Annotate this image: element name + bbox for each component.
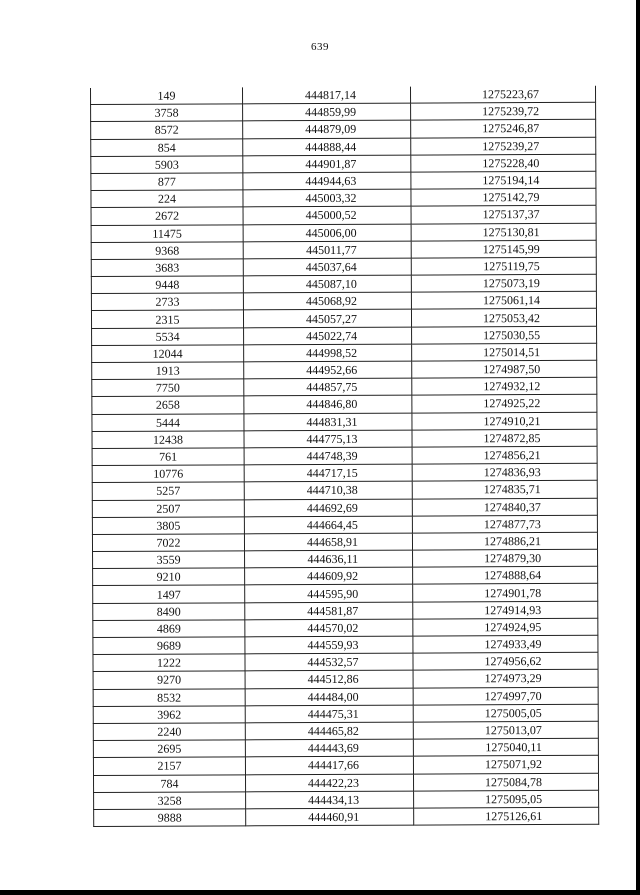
- y-coordinate-cell: 1275119,75: [411, 257, 596, 275]
- table-row: [92, 343, 597, 362]
- point-id-cell: 11475: [91, 224, 243, 242]
- table-row: [92, 515, 597, 534]
- x-coordinate-cell: 445022,74: [244, 327, 412, 345]
- table-row: [91, 257, 596, 276]
- y-coordinate-cell: 1274836,93: [412, 463, 597, 481]
- y-coordinate-cell: 1274856,21: [412, 446, 597, 464]
- x-coordinate-cell: 444710,38: [244, 481, 412, 499]
- y-coordinate-cell: 1275239,72: [411, 102, 596, 120]
- x-coordinate-cell: 444532,57: [245, 653, 413, 671]
- y-coordinate-cell: 1275246,87: [411, 120, 596, 138]
- point-id-cell: 3962: [93, 706, 245, 724]
- x-coordinate-cell: 445068,92: [243, 292, 411, 310]
- point-id-cell: 8490: [93, 602, 245, 620]
- table-row: [93, 618, 598, 637]
- x-coordinate-cell: 445003,32: [243, 189, 411, 207]
- point-id-cell: 149: [90, 87, 242, 104]
- y-coordinate-cell: 1274879,30: [413, 549, 598, 567]
- point-id-cell: 854: [91, 138, 243, 156]
- y-coordinate-cell: 1275071,92: [413, 756, 598, 774]
- y-coordinate-cell: 1275005,05: [413, 704, 598, 722]
- x-coordinate-cell: 444831,31: [244, 413, 412, 431]
- y-coordinate-cell: 1274914,93: [413, 601, 598, 619]
- point-id-cell: 9210: [93, 568, 245, 586]
- point-id-cell: 5534: [92, 327, 244, 345]
- x-coordinate-cell: 444775,13: [244, 430, 412, 448]
- y-coordinate-cell: 1275137,37: [411, 206, 596, 224]
- y-coordinate-cell: 1275239,27: [411, 137, 596, 155]
- y-coordinate-cell: 1275142,79: [411, 188, 596, 206]
- coordinates-table: [90, 86, 599, 827]
- y-coordinate-cell: 1274956,62: [413, 652, 598, 670]
- point-id-cell: 1913: [92, 362, 244, 380]
- x-coordinate-cell: 444422,23: [245, 774, 413, 792]
- table-row: [93, 721, 598, 740]
- point-id-cell: 5257: [92, 482, 244, 500]
- point-id-cell: 12044: [92, 345, 244, 363]
- table-row: [93, 687, 598, 706]
- point-id-cell: 2672: [91, 207, 243, 225]
- table-row: [92, 446, 597, 465]
- x-coordinate-cell: 444636,11: [245, 550, 413, 568]
- point-id-cell: 2733: [91, 293, 243, 311]
- table-row: [92, 481, 597, 500]
- y-coordinate-cell: 1274886,21: [412, 532, 597, 550]
- point-id-cell: 9448: [91, 276, 243, 294]
- point-id-cell: 2240: [93, 723, 245, 741]
- table-row: [91, 102, 596, 121]
- table-row: [92, 498, 597, 517]
- point-id-cell: 12438: [92, 431, 244, 449]
- x-coordinate-cell: 444879,09: [243, 120, 411, 138]
- coordinates-table-container: [90, 86, 598, 827]
- x-coordinate-cell: 444692,69: [244, 499, 412, 517]
- y-coordinate-cell: 1275228,40: [411, 154, 596, 172]
- table-row: [91, 292, 596, 311]
- point-id-cell: 5903: [91, 156, 243, 174]
- table-row: [91, 309, 596, 328]
- point-id-cell: 761: [92, 448, 244, 466]
- table-row: [91, 240, 596, 259]
- table-row: [93, 652, 598, 671]
- x-coordinate-cell: 445006,00: [243, 224, 411, 242]
- x-coordinate-cell: 444998,52: [244, 344, 412, 362]
- x-coordinate-cell: 444817,14: [242, 87, 410, 104]
- y-coordinate-cell: 1274877,73: [412, 515, 597, 533]
- point-id-cell: 1497: [93, 585, 245, 603]
- table-row: [92, 463, 597, 482]
- x-coordinate-cell: 444717,15: [244, 464, 412, 482]
- table-row: [92, 412, 597, 431]
- point-id-cell: 2695: [93, 740, 245, 758]
- point-id-cell: 10776: [92, 465, 244, 483]
- y-coordinate-cell: 1275013,07: [413, 721, 598, 739]
- table-row: [92, 377, 597, 396]
- x-coordinate-cell: 445057,27: [243, 310, 411, 328]
- table-row: [91, 274, 596, 293]
- point-id-cell: 9888: [94, 809, 246, 827]
- x-coordinate-cell: 444658,91: [244, 533, 412, 551]
- x-coordinate-cell: 445037,64: [243, 258, 411, 276]
- table-row: [93, 567, 598, 586]
- scan-border-right: [636, 0, 640, 895]
- y-coordinate-cell: 1275145,99: [411, 240, 596, 258]
- point-id-cell: 7750: [92, 379, 244, 397]
- x-coordinate-cell: 444559,93: [245, 636, 413, 654]
- table-row: [91, 223, 596, 242]
- y-coordinate-cell: 1274997,70: [413, 687, 598, 705]
- x-coordinate-cell: 444609,92: [245, 567, 413, 585]
- table-row: [93, 549, 598, 568]
- x-coordinate-cell: 445000,52: [243, 206, 411, 224]
- x-coordinate-cell: 444888,44: [243, 138, 411, 156]
- point-id-cell: 3258: [94, 792, 246, 810]
- table-row: [92, 360, 597, 379]
- point-id-cell: 3683: [91, 259, 243, 277]
- page-number: 639: [311, 41, 329, 53]
- y-coordinate-cell: 1274932,12: [412, 377, 597, 395]
- table-row: [93, 670, 598, 689]
- x-coordinate-cell: 445087,10: [243, 275, 411, 293]
- table-row: [93, 773, 598, 792]
- point-id-cell: 8532: [93, 688, 245, 706]
- x-coordinate-cell: 444484,00: [245, 688, 413, 706]
- x-coordinate-cell: 444570,02: [245, 619, 413, 637]
- point-id-cell: 8572: [91, 121, 243, 139]
- y-coordinate-cell: 1275040,11: [413, 738, 598, 756]
- y-coordinate-cell: 1274888,64: [413, 567, 598, 585]
- x-coordinate-cell: 444581,87: [245, 602, 413, 620]
- point-id-cell: 7022: [92, 534, 244, 552]
- x-coordinate-cell: 444901,87: [243, 155, 411, 173]
- x-coordinate-cell: 445011,77: [243, 241, 411, 259]
- y-coordinate-cell: 1275084,78: [413, 773, 598, 791]
- table-row: [91, 137, 596, 156]
- x-coordinate-cell: 444512,86: [245, 670, 413, 688]
- x-coordinate-cell: 444846,80: [244, 395, 412, 413]
- y-coordinate-cell: 1275130,81: [411, 223, 596, 241]
- x-coordinate-cell: 444475,31: [245, 705, 413, 723]
- point-id-cell: 2157: [93, 757, 245, 775]
- table-row: [91, 188, 596, 207]
- y-coordinate-cell: 1274910,21: [412, 412, 597, 430]
- table-row: [93, 738, 598, 757]
- y-coordinate-cell: 1274872,85: [412, 429, 597, 447]
- y-coordinate-cell: 1274925,22: [412, 395, 597, 413]
- point-id-cell: 2658: [92, 396, 244, 414]
- point-id-cell: 5444: [92, 413, 244, 431]
- table-row: [94, 790, 599, 809]
- x-coordinate-cell: 444443,69: [245, 739, 413, 757]
- x-coordinate-cell: 444952,66: [244, 361, 412, 379]
- y-coordinate-cell: 1275223,67: [410, 86, 595, 103]
- y-coordinate-cell: 1275061,14: [411, 292, 596, 310]
- point-id-cell: 224: [91, 190, 243, 208]
- table-row: [91, 206, 596, 225]
- y-coordinate-cell: 1275073,19: [411, 274, 596, 292]
- table-row: [91, 154, 596, 173]
- x-coordinate-cell: 444944,63: [243, 172, 411, 190]
- x-coordinate-cell: 444595,90: [245, 585, 413, 603]
- x-coordinate-cell: 444417,66: [245, 756, 413, 774]
- x-coordinate-cell: 444460,91: [246, 808, 414, 826]
- x-coordinate-cell: 444857,75: [244, 378, 412, 396]
- y-coordinate-cell: 1275126,61: [414, 807, 599, 825]
- point-id-cell: 3559: [93, 551, 245, 569]
- y-coordinate-cell: 1274924,95: [413, 618, 598, 636]
- point-id-cell: 784: [93, 774, 245, 792]
- point-id-cell: 3758: [91, 104, 243, 122]
- x-coordinate-cell: 444859,99: [243, 103, 411, 121]
- point-id-cell: 2507: [92, 499, 244, 517]
- y-coordinate-cell: 1274987,50: [412, 360, 597, 378]
- point-id-cell: 877: [91, 173, 243, 191]
- table-row: [91, 120, 596, 139]
- x-coordinate-cell: 444664,45: [244, 516, 412, 534]
- y-coordinate-cell: 1275194,14: [411, 171, 596, 189]
- point-id-cell: 2315: [91, 310, 243, 328]
- y-coordinate-cell: 1274840,37: [412, 498, 597, 516]
- table-row: [93, 704, 598, 723]
- y-coordinate-cell: 1274973,29: [413, 670, 598, 688]
- coordinates-table-body: [90, 86, 598, 827]
- table-row: [92, 326, 597, 345]
- point-id-cell: 9368: [91, 242, 243, 260]
- table-row: [92, 395, 597, 414]
- x-coordinate-cell: 444748,39: [244, 447, 412, 465]
- scan-border-bottom: [0, 890, 640, 895]
- point-id-cell: 1222: [93, 654, 245, 672]
- x-coordinate-cell: 444434,13: [246, 791, 414, 809]
- table-row: [94, 807, 599, 826]
- x-coordinate-cell: 444465,82: [245, 722, 413, 740]
- table-row: [93, 756, 598, 775]
- point-id-cell: 4869: [93, 620, 245, 638]
- y-coordinate-cell: 1275030,55: [412, 326, 597, 344]
- table-row: [93, 635, 598, 654]
- y-coordinate-cell: 1275014,51: [412, 343, 597, 361]
- y-coordinate-cell: 1274901,78: [413, 584, 598, 602]
- y-coordinate-cell: 1275053,42: [411, 309, 596, 327]
- point-id-cell: 3805: [92, 517, 244, 535]
- table-row: [91, 171, 596, 190]
- table-row: [93, 601, 598, 620]
- table-row: [92, 429, 597, 448]
- y-coordinate-cell: 1274933,49: [413, 635, 598, 653]
- table-row: [93, 584, 598, 603]
- table-row: [92, 532, 597, 551]
- y-coordinate-cell: 1274835,71: [412, 481, 597, 499]
- point-id-cell: 9689: [93, 637, 245, 655]
- point-id-cell: 9270: [93, 671, 245, 689]
- y-coordinate-cell: 1275095,05: [414, 790, 599, 808]
